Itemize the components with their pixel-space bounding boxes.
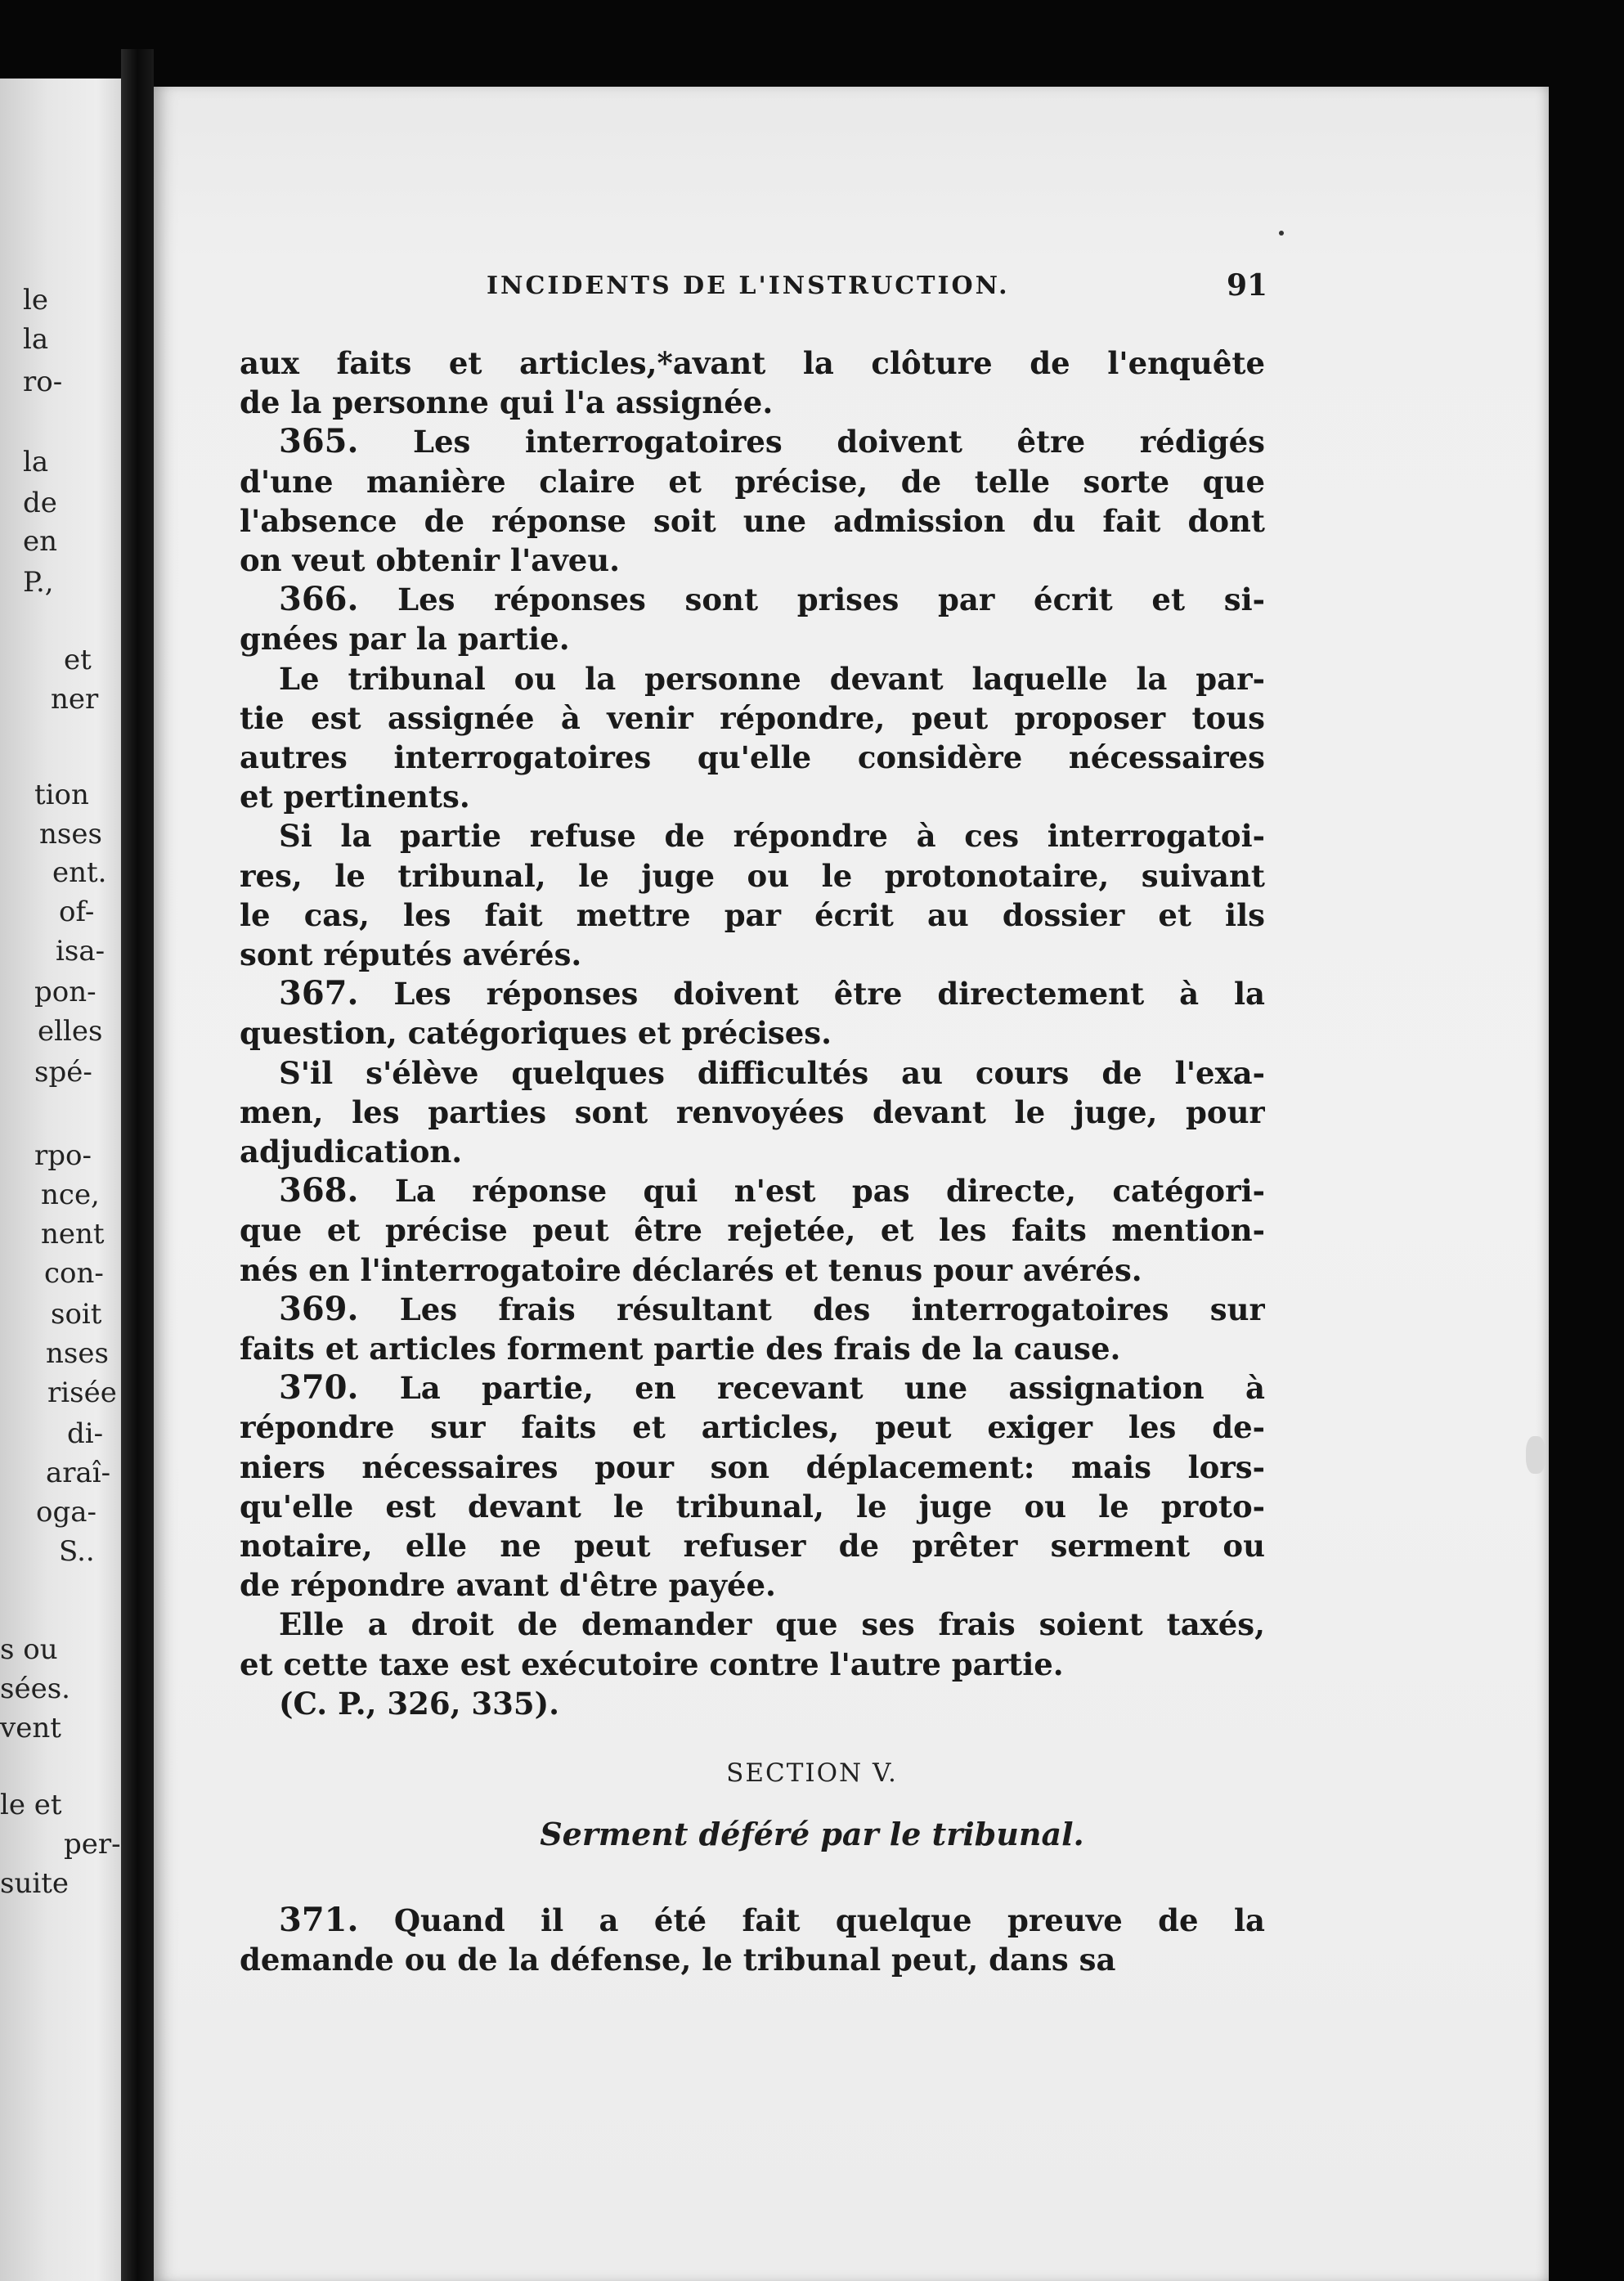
line-text: faits et articles forment partie des frais de la cause.	[240, 1331, 1121, 1367]
text-line	[240, 1940, 1265, 1979]
left-page-word-fragment: de	[23, 487, 57, 519]
line-text: Le tribunal ou la personne devant laquelle la par-	[279, 660, 1265, 697]
text-line	[240, 619, 1265, 658]
left-page-word-fragment: nent	[41, 1218, 105, 1251]
line-text: répondre sur faits et articles, peut exiger les de-	[240, 1409, 1265, 1446]
text-line	[240, 1565, 1265, 1605]
line-text: autres interrogatoires qu'elle considère nécessaires	[240, 739, 1265, 775]
left-page-word-fragment: nses	[39, 818, 102, 851]
text-line	[240, 1013, 1265, 1053]
line-text: Les interrogatoires doivent être rédigés	[413, 424, 1265, 460]
page-number: 91	[1227, 268, 1268, 303]
left-page-word-fragment: soit	[51, 1298, 102, 1331]
line-text: adjudication.	[240, 1134, 463, 1170]
text-line	[240, 1093, 1265, 1132]
article-number: 369.	[279, 1289, 359, 1328]
left-page-word-fragment: ner	[51, 683, 99, 716]
line-text: question, catégoriques et précises.	[240, 1015, 832, 1052]
line-text: Si la partie refuse de répondre à ces interrogatoi-	[279, 818, 1265, 855]
left-page-word-fragment: ro-	[23, 366, 63, 398]
text-line	[240, 1448, 1265, 1487]
article-number: 365.	[279, 422, 359, 461]
text-line	[240, 896, 1265, 935]
article-number: 371.	[279, 1901, 359, 1939]
line-text: nés en l'interrogatoire déclarés et tenus pour avérés.	[240, 1251, 1142, 1288]
line-text: men, les parties sont renvoyées devant le juge, pour	[240, 1093, 1265, 1130]
article-number: 370.	[279, 1368, 359, 1408]
dust-speck	[1279, 231, 1284, 236]
text-line	[240, 1132, 1265, 1171]
left-page-word-fragment: con-	[44, 1257, 104, 1290]
left-page-word-fragment: spé-	[34, 1056, 92, 1089]
line-text: d'une manière claire et précise, de telle sorte que	[240, 463, 1265, 500]
left-page-word-fragment: rpo-	[34, 1139, 92, 1172]
line-text: Les frais résultant des interrogatoires sur	[399, 1291, 1265, 1327]
text-line	[240, 698, 1265, 738]
article-line	[240, 580, 1265, 619]
article-line	[240, 1290, 1265, 1329]
section-heading: SECTION V.	[726, 1758, 898, 1788]
line-text: Elle a droit de demander que ses frais soient taxés,	[279, 1606, 1265, 1643]
text-line	[240, 383, 1265, 422]
line-text: Les réponses doivent être directement à la	[393, 976, 1265, 1013]
left-page-fragment	[0, 79, 121, 2281]
line-text: que et précise peut être rejetée, et les faits mention-	[240, 1212, 1265, 1249]
text-line	[240, 462, 1265, 501]
article-line	[240, 1368, 1265, 1408]
line-text: gnées par la partie.	[240, 621, 570, 658]
text-line	[240, 1053, 1265, 1093]
line-text: La réponse qui n'est pas directe, catégori-	[394, 1173, 1265, 1210]
left-page-word-fragment: suite	[0, 1867, 70, 1900]
book-gutter	[121, 49, 154, 2281]
article-number: 367.	[279, 974, 359, 1013]
article-line	[240, 974, 1265, 1013]
line-text: de la personne qui l'a assignée.	[240, 384, 774, 421]
line-text: et pertinents.	[240, 779, 470, 815]
text-line	[240, 659, 1265, 698]
text-line	[240, 541, 1265, 580]
left-page-word-fragment: araî-	[46, 1457, 111, 1489]
left-page-word-fragment: of-	[59, 896, 95, 928]
text-line	[240, 1408, 1265, 1447]
line-text: de répondre avant d'être payée.	[240, 1567, 776, 1604]
left-page-word-fragment: nses	[46, 1337, 109, 1370]
line-text: sont réputés avérés.	[240, 936, 582, 972]
text-line	[240, 1605, 1265, 1644]
line-text: tie est assignée à venir répondre, peut proposer tous	[240, 699, 1265, 736]
article-line	[240, 1901, 1265, 1940]
text-line	[240, 1329, 1265, 1368]
text-line	[240, 343, 1265, 383]
left-page-word-fragment: elles	[38, 1015, 103, 1048]
line-text: Les réponses sont prises par écrit et si-	[397, 581, 1265, 618]
left-page-word-fragment: risée	[47, 1376, 117, 1409]
text-line	[240, 1684, 1265, 1723]
line-text: et cette taxe est exécutoire contre l'autre partie.	[240, 1646, 1064, 1682]
text-line	[240, 501, 1265, 541]
line-text: (C. P., 326, 335).	[279, 1685, 560, 1722]
left-page-word-fragment: vent	[0, 1712, 61, 1744]
text-line	[240, 1251, 1265, 1290]
left-page-word-fragment: P.,	[23, 566, 54, 599]
text-line	[240, 935, 1265, 974]
line-text: niers nécessaires pour son déplacement: mais lors-	[240, 1448, 1265, 1485]
left-page-word-fragment: nce,	[41, 1179, 100, 1211]
line-text: aux faits et articles,*avant la clôture de l'enquête	[240, 345, 1265, 381]
text-line	[240, 1526, 1265, 1565]
left-page-word-fragment: s ou	[0, 1633, 58, 1666]
line-text: res, le tribunal, le juge ou le protonotaire, suivant	[240, 857, 1265, 894]
left-page-word-fragment: oga-	[36, 1496, 96, 1529]
left-page-word-fragment: le et	[0, 1789, 62, 1821]
text-line	[240, 738, 1265, 777]
left-page-word-fragment: en	[23, 525, 58, 558]
left-page-word-fragment: la	[23, 323, 49, 356]
article-number: 368.	[279, 1171, 359, 1210]
article-line	[240, 422, 1265, 461]
left-page-word-fragment: S..	[59, 1535, 95, 1568]
left-page-word-fragment: di-	[67, 1417, 104, 1450]
left-page-word-fragment: tion	[34, 779, 89, 811]
line-text: notaire, elle ne peut refuser de prêter serment ou	[240, 1528, 1265, 1564]
line-text: La partie, en recevant une assignation à	[399, 1370, 1265, 1407]
line-text: Quand il a été fait quelque preuve de la	[393, 1902, 1265, 1938]
line-text: demande ou de la défense, le tribunal peut, dans sa	[240, 1942, 1116, 1978]
left-page-word-fragment: isa-	[56, 935, 105, 968]
line-text: S'il s'élève quelques difficultés au cours de l'exa-	[279, 1054, 1265, 1091]
left-page-word-fragment: et	[64, 644, 92, 676]
text-line	[240, 777, 1265, 816]
article-line	[240, 1171, 1265, 1210]
text-line	[240, 1487, 1265, 1526]
line-text: le cas, les fait mettre par écrit au dossier et ils	[240, 896, 1265, 933]
text-line	[240, 1645, 1265, 1684]
text-line	[240, 856, 1265, 896]
running-head: INCIDENTS DE L'INSTRUCTION.	[487, 272, 1010, 300]
left-page-word-fragment: sées.	[0, 1673, 70, 1705]
section-title: Serment déféré par le tribunal.	[540, 1816, 1084, 1852]
left-page-word-fragment: per-	[64, 1828, 121, 1861]
left-page-word-fragment: ent.	[52, 856, 107, 889]
page-damage-mark	[1526, 1436, 1545, 1474]
left-page-word-fragment: le	[23, 284, 48, 317]
line-text: qu'elle est devant le tribunal, le juge ou le proto-	[240, 1488, 1265, 1524]
line-text: on veut obtenir l'aveu.	[240, 542, 621, 578]
line-text: l'absence de réponse soit une admission du fait dont	[240, 502, 1265, 539]
text-line	[240, 1210, 1265, 1250]
text-line	[240, 816, 1265, 855]
left-page-word-fragment: pon-	[34, 976, 96, 1008]
article-number: 366.	[279, 580, 359, 619]
left-page-word-fragment: la	[23, 446, 49, 478]
